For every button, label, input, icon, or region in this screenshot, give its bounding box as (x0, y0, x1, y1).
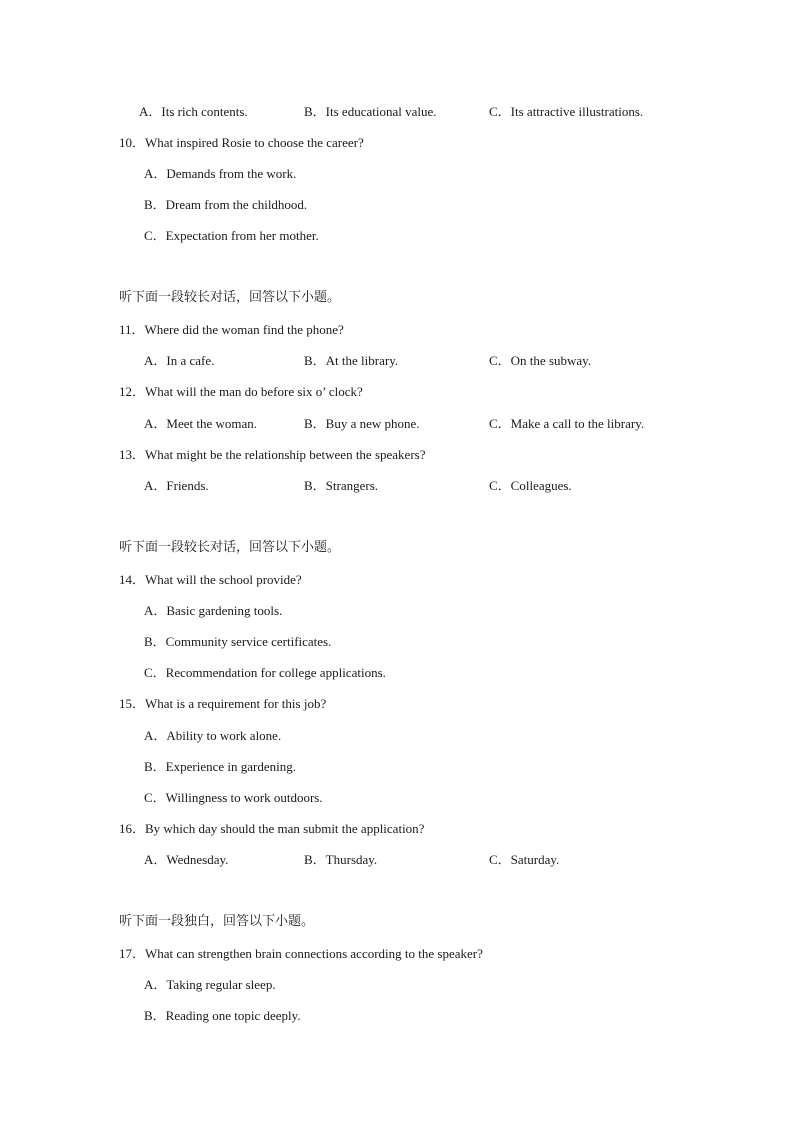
q16-option-c: C．Saturday. (489, 852, 560, 867)
q14-option-a: A．Basic gardening tools. (144, 603, 283, 618)
q9-option-b: B．Its educational value. (304, 104, 437, 119)
section-heading-2: 听下面一段较长对话，回答以下小题。 (119, 540, 341, 555)
q13-question: 13．What might be the relationship between the speakers? (119, 447, 426, 462)
q16-question: 16．By which day should the man submit the application? (119, 821, 425, 836)
q15-option-c: C．Willingness to work outdoors. (144, 790, 323, 805)
q15-option-b: B．Experience in gardening. (144, 759, 296, 774)
q9-option-c: C．Its attractive illustrations. (489, 104, 644, 119)
q11-option-b: B．At the library. (304, 353, 399, 368)
q10-option-b: B．Dream from the childhood. (144, 197, 308, 212)
q14-question: 14．What will the school provide? (119, 572, 302, 587)
q11-option-a: A．In a cafe. (144, 353, 215, 368)
section-heading-1: 听下面一段较长对话，回答以下小题。 (119, 290, 341, 305)
q16-option-b: B．Thursday. (304, 852, 378, 867)
section-heading-3: 听下面一段独白，回答以下小题。 (119, 914, 315, 929)
q10-option-a: A．Demands from the work. (144, 166, 297, 181)
q17-option-b: B．Reading one topic deeply. (144, 1008, 301, 1023)
q13-option-a: A．Friends. (144, 478, 209, 493)
q15-question: 15．What is a requirement for this job? (119, 696, 327, 711)
q12-option-c: C．Make a call to the library. (489, 416, 645, 431)
q12-option-b: B．Buy a new phone. (304, 416, 420, 431)
q12-option-a: A．Meet the woman. (144, 416, 258, 431)
q12-question: 12．What will the man do before six o’ clock? (119, 384, 363, 399)
q17-option-a: A．Taking regular sleep. (144, 977, 276, 992)
q15-option-a: A．Ability to work alone. (144, 728, 282, 743)
q13-option-c: C．Colleagues. (489, 478, 572, 493)
q9-option-a: A．Its rich contents. (139, 104, 248, 119)
q14-option-c: C．Recommendation for college applications. (144, 665, 386, 680)
q10-option-c: C．Expectation from her mother. (144, 228, 319, 243)
q11-question: 11．Where did the woman find the phone? (119, 322, 344, 337)
q17-question: 17．What can strengthen brain connections according to the speaker? (119, 946, 483, 961)
q10-question: 10．What inspired Rosie to choose the career? (119, 135, 364, 150)
q14-option-b: B．Community service certificates. (144, 634, 332, 649)
q13-option-b: B．Strangers. (304, 478, 379, 493)
q11-option-c: C．On the subway. (489, 353, 592, 368)
q16-option-a: A．Wednesday. (144, 852, 229, 867)
